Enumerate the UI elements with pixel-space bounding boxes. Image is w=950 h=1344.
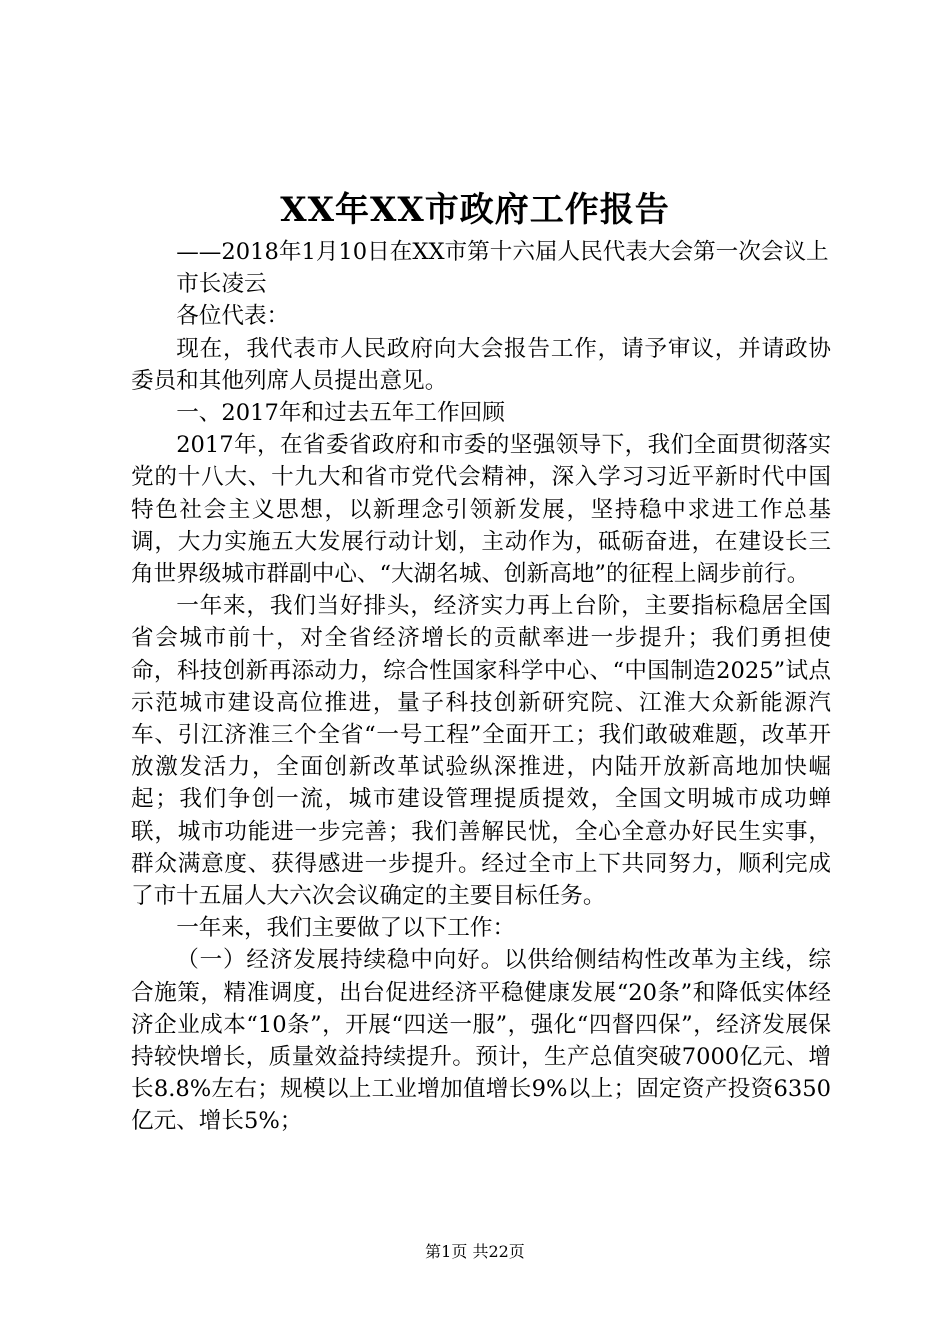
body-paragraph: 2017年，在省委省政府和市委的坚强领导下，我们全面贯彻落实党的十八大、十九大和省市党代会精神，深入学习习近平新时代中国特色社会主义思想，以新理念引领新发展，坚持稳中求进工作总基调，大力实施五大发展行动计划，主动作为，砥砺奋进，在建设长三角世界级城市群副中心、“大湖名城、创新高地”的征程上阔步前行。: [131, 432, 831, 588]
salutation-paragraph: 各位代表：: [176, 303, 290, 330]
document-body: [131, 236, 831, 1138]
section-heading: 一、2017年和过去五年工作回顾: [176, 400, 505, 427]
body-paragraph: 一年来，我们主要做了以下工作：: [176, 915, 516, 942]
document-title: XX年XX市政府工作报告: [280, 190, 670, 230]
page-number-footer: 第1页 共22页: [425, 1242, 525, 1261]
speaker-paragraph: 市长凌云: [176, 271, 267, 298]
subtitle-paragraph: ——2018年1月10日在XX市第十六届人民代表大会第一次会议上: [176, 239, 829, 265]
body-paragraph: 一年来，我们当好排头，经济实力再上台阶，主要指标稳居全国省会城市前十，对全省经济增长的贡献率进一步提升；我们勇担使命，科技创新再添动力，综合性国家科学中心、“中国制造2025”试点示范城市建设高位推进，量子科技创新研究院、江淮大众新能源汽车、引江济淮三个全省“一号工程”全面开工；我们敢破难题，改革开放激发活力，全面创新改革试验纵深推进，内陆开放新高地加快崛起；我们争创一流，城市建设管理提质提效，全国文明城市成功蝉联，城市功能进一步完善；我们善解民忧，全心全意办好民生实事，群众满意度、获得感进一步提升。经过全市上下共同努力，顺利完成了市十五届人大六次会议确定的主要目标任务。: [131, 593, 831, 910]
body-paragraph: （一）经济发展持续稳中向好。以供给侧结构性改革为主线，综合施策，精准调度，出台促进经济平稳健康发展“20条”和降低实体经济企业成本“10条”，开展“四送一服”，强化“四督四保”，经济发展保持较快增长，质量效益持续提升。预计，生产总值突破7000亿元、增长8.8%左右；规模以上工业增加值增长9%以上；固定资产投资6350亿元、增长5%；: [131, 947, 831, 1135]
intro-paragraph: 现在，我代表市人民政府向大会报告工作，请予审议，并请政协委员和其他列席人员提出意见。: [131, 335, 831, 394]
